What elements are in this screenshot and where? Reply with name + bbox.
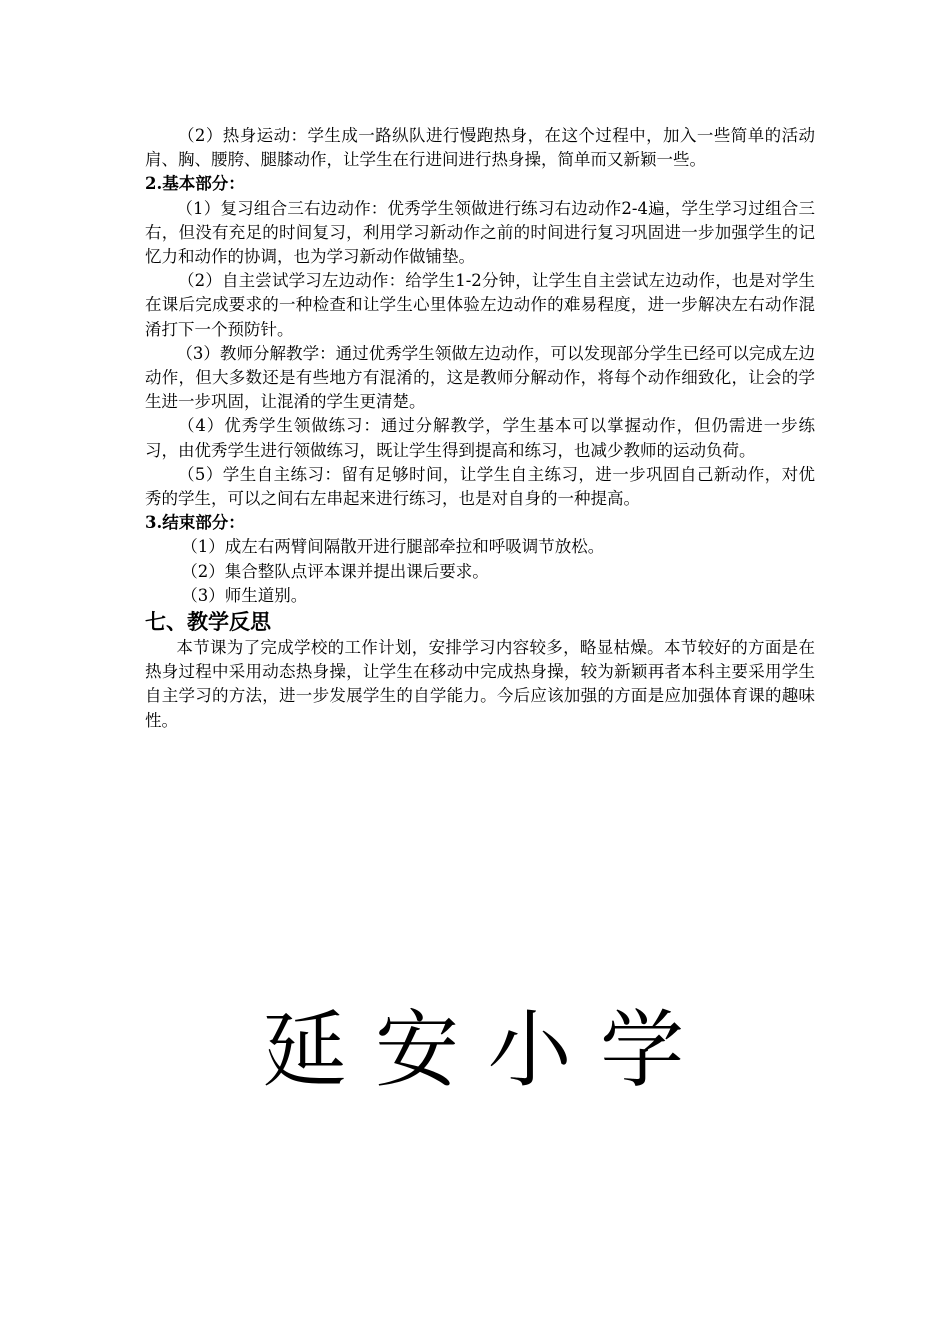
end-item-1: （1）成左右两臂间隔散开进行腿部牵拉和呼吸调节放松。 xyxy=(181,537,605,557)
end-section-heading: 3.结束部分： xyxy=(145,513,245,533)
basic-item-4: （4）优秀学生领做练习：通过分解教学，学生基本可以掌握动作，但仍需进一步练习，由优秀学生进行领做练习，既让学生得到提高和练习，也减少教师的运动负荷。 xyxy=(145,416,815,460)
reflection-paragraph: 本节课为了完成学校的工作计划，安排学习内容较多，略显枯燥。本节较好的方面是在热身过程中采用动态热身操，让学生在移动中完成热身操，较为新颖再者本科主要采用学生自主学习的方法，进一步发展学生的自学能力。今后应该加强的方面是应加强体育课的趣味性。 xyxy=(145,638,815,730)
school-name: 延安小学 xyxy=(262,1001,713,1099)
warmup-paragraph: （2）热身运动：学生成一路纵队进行慢跑热身，在这个过程中，加入一些简单的活动肩、胸、腰胯、腿膝动作，让学生在行进间进行热身操，简单而又新颖一些。 xyxy=(145,126,815,170)
basic-item-1: （1）复习组合三右边动作：优秀学生领做进行练习右边动作2-4遍，学生学习过组合三右，但没有充足的时间复习，利用学习新动作之前的时间进行复习巩固进一步加强学生的记忆力和动作的协调，也为学习新动作做铺垫。 xyxy=(145,198,815,267)
basic-item-2: （2）自主尝试学习左边动作：给学生1-2分钟，让学生自主尝试左边动作，也是对学生在课后完成要求的一种检查和让学生心里体验左边动作的难易程度，进一步解决左右动作混淆打下一个预防针。 xyxy=(145,271,815,339)
basic-item-3: （3）教师分解教学：通过优秀学生领做左边动作，可以发现部分学生已经可以完成左边动作，但大多数还是有些地方有混淆的，这是教师分解动作，将每个动作细致化，让会的学生进一步巩固，让混淆的学生更清楚。 xyxy=(145,343,815,412)
basic-item-5: （5）学生自主练习：留有足够时间，让学生自主练习，进一步巩固自己新动作，对优秀的学生，可以之间右左串起来进行练习，也是对自身的一种提高。 xyxy=(145,464,815,509)
end-item-2: （2）集合整队点评本课并提出课后要求。 xyxy=(181,561,489,581)
reflection-heading: 七、教学反思 xyxy=(145,610,271,635)
basic-section-heading: 2.基本部分： xyxy=(145,174,245,194)
document-body xyxy=(145,124,815,733)
end-item-3: （3）师生道别。 xyxy=(181,585,308,605)
